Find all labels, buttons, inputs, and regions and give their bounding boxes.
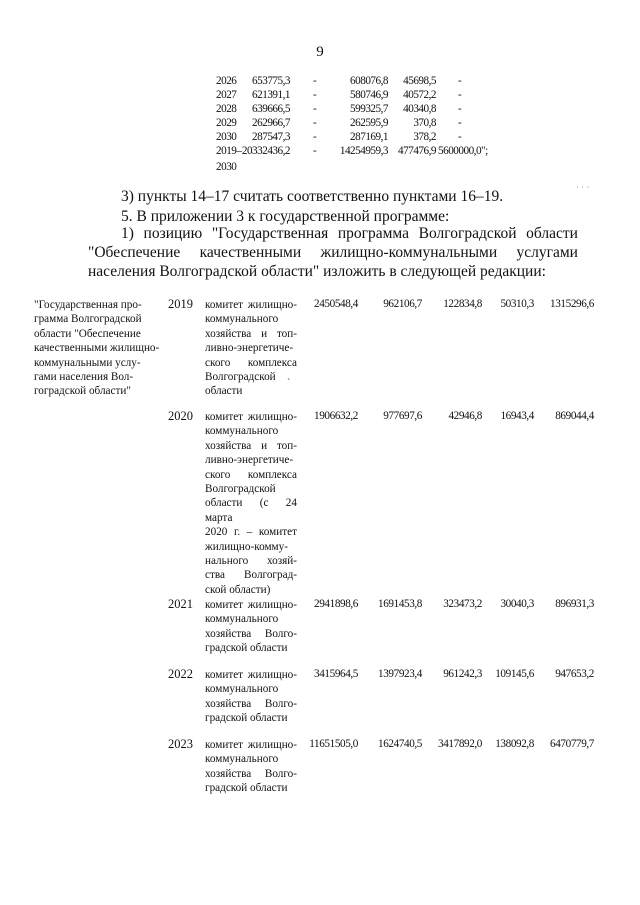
top-table-cell-v4: 477476,9 — [398, 145, 436, 157]
table-value-v3: 323473,2 — [443, 598, 482, 610]
executor-line: ливно-энергетиче- — [205, 454, 294, 467]
executor-line: хозяйства Волго- — [205, 697, 297, 710]
table-value-v4: 138092,8 — [495, 738, 534, 750]
paragraph-item-5-1 — [88, 224, 578, 281]
paragraph-line-1 — [88, 224, 578, 243]
top-table-cell-year: 2028 — [216, 103, 237, 115]
top-table-cell-v3: 580746,9 — [350, 89, 388, 101]
paragraph-word: услугами — [516, 244, 578, 261]
executor-line: ства Волгоград- — [205, 569, 297, 582]
program-name-cell — [34, 298, 166, 399]
paragraph-word: Волгоградской — [418, 225, 517, 242]
program-name-line: грамма Волгоградской — [34, 313, 142, 326]
table-value-v2: 962106,7 — [383, 298, 422, 310]
table-value-v1: 3415964,5 — [314, 668, 358, 680]
table-year: 2019 — [168, 297, 193, 311]
program-name-line: коммунальными услу- — [34, 356, 141, 369]
top-table-cell-v1: 20332436,2 — [241, 145, 290, 157]
table-value-v1: 1906632,2 — [314, 410, 358, 422]
paragraph-word: жилищно-коммунальными — [320, 244, 498, 261]
executor-line: жилищно-комму- — [205, 540, 288, 553]
table-value-v3: 122834,8 — [443, 298, 482, 310]
executor-line: ливно-энергетиче- — [205, 342, 294, 355]
executor-line: хозяйства Волго- — [205, 627, 297, 640]
top-table-cell-v4: 370,8 — [413, 117, 436, 129]
paragraph-word: программа — [337, 225, 410, 242]
executor-line: градской области — [205, 712, 288, 725]
executor-line: 2020 г. – комитет — [205, 526, 297, 539]
top-table-cell-year-cont: 2030 — [216, 161, 237, 173]
executor-line: хозяйства Волго- — [205, 767, 297, 780]
top-table-cell-v5: - — [458, 131, 462, 143]
scan-artifact-tick: ˋ — [287, 378, 291, 389]
program-name-line: "Государственная про- — [34, 299, 142, 311]
top-table-cell-year: 2027 — [216, 89, 237, 101]
top-table-cell-year: 2030 — [216, 131, 237, 143]
paragraph-word: позицию — [143, 225, 203, 242]
executor-cell — [205, 298, 297, 399]
executor-line: комитет жилищно- — [205, 739, 297, 751]
executor-line: ского комплекса — [205, 468, 297, 481]
executor-line: комитет жилищно- — [205, 669, 297, 681]
table-value-v5: 947653,2 — [555, 668, 594, 680]
table-year: 2022 — [168, 667, 193, 681]
executor-cell — [205, 598, 297, 656]
table-value-v2: 977697,6 — [383, 410, 422, 422]
table-value-v5: 6470779,7 — [550, 738, 594, 750]
table-value-v1: 11651505,0 — [309, 738, 358, 750]
table-year: 2023 — [168, 737, 193, 751]
executor-line: Волгоградской — [205, 371, 276, 384]
table-value-v1: 2941898,6 — [314, 598, 358, 610]
top-table-cell-v1: 639666,5 — [252, 103, 290, 115]
executor-line: градской области — [205, 642, 288, 655]
executor-line: ской области) — [205, 583, 271, 596]
table-value-v4: 50310,3 — [500, 298, 534, 310]
top-table-cell-v1: 621391,1 — [252, 89, 290, 101]
top-table-cell-v3: 608076,8 — [350, 75, 388, 87]
top-table-cell-v4: 45698,5 — [403, 75, 436, 87]
top-table-cell-v4: 40340,8 — [403, 103, 436, 115]
executor-line: комитет жилищно- — [205, 599, 297, 611]
table-value-v5: 1315296,6 — [550, 298, 594, 310]
program-name-line: гоградской области" — [34, 385, 131, 398]
executor-line: ского комплекса — [205, 356, 297, 369]
top-table-cell-v3: 599325,7 — [350, 103, 388, 115]
executor-line: области — [205, 385, 243, 398]
top-table-cell-v2: - — [313, 145, 317, 157]
top-table-cell-v2: - — [313, 103, 317, 115]
executor-line: области (с 24 марта — [205, 497, 297, 524]
paragraph-word: "Государственная — [211, 225, 329, 242]
scan-artifact-dots: · · · — [576, 182, 590, 192]
paragraph-word: качественными — [199, 244, 302, 261]
top-table-cell-v2: - — [313, 131, 317, 143]
paragraph-line-3: населения Волгоградской области" изложить в следующей редакции: — [88, 263, 546, 280]
top-table-cell-v3: 262595,9 — [350, 117, 388, 129]
program-name-line: гами населения Вол- — [34, 371, 134, 384]
executor-line: хозяйства и топ- — [205, 439, 297, 452]
table-year: 2020 — [168, 409, 193, 423]
top-table-cell-v5: - — [458, 75, 462, 87]
table-value-v4: 16943,4 — [500, 410, 534, 422]
executor-cell — [205, 668, 297, 726]
top-table-cell-year: 2029 — [216, 117, 237, 129]
executor-cell — [205, 738, 297, 796]
paragraph-word: "Обеспечение — [88, 244, 181, 261]
executor-line: Волгоградской — [205, 483, 276, 496]
top-table-cell-v5: 5600000,0"; — [438, 145, 488, 157]
table-value-v5: 869044,4 — [555, 410, 594, 422]
executor-line: комитет жилищно- — [205, 411, 297, 423]
paragraph-word: области — [526, 225, 578, 242]
executor-line: коммунального — [205, 425, 279, 438]
top-table-cell-v2: - — [313, 117, 317, 129]
top-table-cell-v1: 287547,3 — [252, 131, 290, 143]
top-table-cell-v5: - — [458, 103, 462, 115]
executor-line: комитет жилищно- — [205, 299, 297, 311]
executor-line: коммунального — [205, 753, 279, 766]
executor-line: градской области — [205, 782, 288, 795]
executor-line: коммунального — [205, 683, 279, 696]
page-number: 9 — [316, 44, 324, 60]
executor-line: коммунального — [205, 313, 279, 326]
top-table-cell-v2: - — [313, 75, 317, 87]
table-value-v2: 1691453,8 — [378, 598, 422, 610]
table-year: 2021 — [168, 597, 193, 611]
program-name-line: области "Обеспечение — [34, 327, 141, 340]
paragraph-item-5: 5. В приложении 3 к государственной программе: — [121, 208, 450, 225]
paragraph-word: 1) — [121, 225, 134, 242]
table-value-v2: 1624740,5 — [378, 738, 422, 750]
executor-line: хозяйства и топ- — [205, 327, 297, 340]
table-value-v3: 3417892,0 — [438, 738, 482, 750]
table-value-v5: 896931,3 — [555, 598, 594, 610]
executor-line: нального хозяй- — [205, 555, 297, 568]
table-value-v1: 2450548,4 — [314, 298, 358, 310]
table-value-v3: 961242,3 — [443, 668, 482, 680]
program-name-line: качественными жилищно- — [34, 342, 160, 355]
paragraph-line-2 — [88, 243, 578, 262]
top-table-cell-v1: 653775,3 — [252, 75, 290, 87]
top-table-cell-v5: - — [458, 89, 462, 101]
table-value-v4: 109145,6 — [495, 668, 534, 680]
paragraph-item-3: 3) пункты 14–17 считать соответственно пунктами 16–19. — [121, 188, 504, 205]
top-table-cell-v4: 378,2 — [413, 131, 436, 143]
top-table-cell-v3: 287169,1 — [350, 131, 388, 143]
top-table-cell-year: 2019– — [216, 145, 242, 157]
top-table-cell-v3: 14254959,3 — [339, 145, 388, 157]
executor-line: коммунального — [205, 613, 279, 626]
table-value-v2: 1397923,4 — [378, 668, 422, 680]
top-table-cell-v5: - — [458, 117, 462, 129]
top-table-cell-v4: 40572,2 — [403, 89, 436, 101]
table-value-v3: 42946,8 — [448, 410, 482, 422]
table-value-v4: 30040,3 — [500, 598, 534, 610]
top-table-cell-year: 2026 — [216, 75, 237, 87]
executor-cell — [205, 410, 297, 597]
top-table-cell-v1: 262966,7 — [252, 117, 290, 129]
top-table-cell-v2: - — [313, 89, 317, 101]
